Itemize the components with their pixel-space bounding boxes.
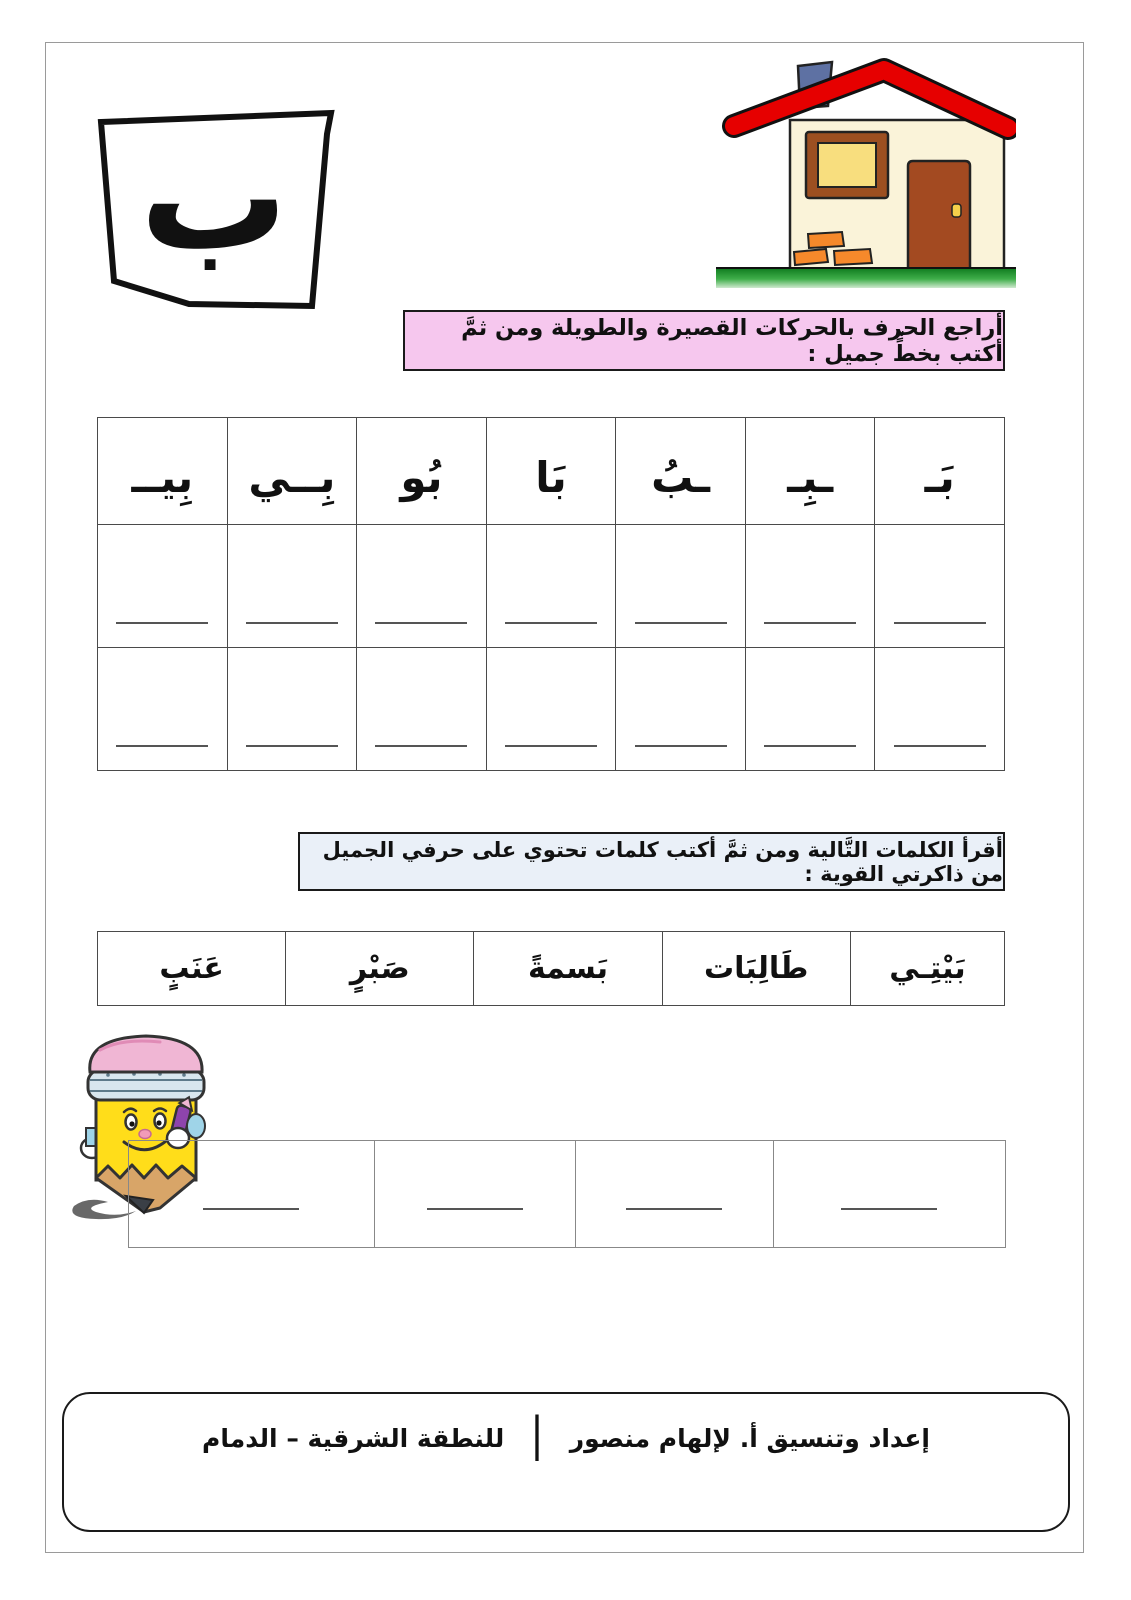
instruction-banner-2: [298, 832, 1005, 891]
writing-line: [116, 745, 208, 747]
pencil-ferrule: [88, 1070, 204, 1100]
letter-form-cell: [875, 418, 1005, 525]
footer-box: [62, 1392, 1070, 1532]
letter-form: بَا: [535, 453, 567, 502]
practice-cell: [486, 525, 616, 648]
answer-cell: [576, 1141, 773, 1248]
window: [806, 132, 888, 198]
word: بَيْتِـي: [889, 951, 966, 986]
instruction-text-1: أراجع الحرف بالحركات القصيرة والطويلة ومن ثمَّ أكتب بخطٍّ جميل :: [461, 314, 1003, 367]
writing-line: [626, 1208, 722, 1210]
writing-line: [635, 745, 727, 747]
instruction-banner-1: [403, 310, 1005, 371]
writing-line: [841, 1208, 937, 1210]
letter-form-cell: [357, 418, 487, 525]
writing-line: [203, 1208, 299, 1210]
pencil-eraser: [90, 1036, 202, 1072]
letter-forms-table: [97, 417, 1005, 771]
word-cell: [98, 932, 286, 1006]
letter-form-cell: [98, 418, 228, 525]
answer-boxes-table: [128, 1140, 1006, 1248]
practice-cell: [745, 525, 875, 648]
practice-cell: [227, 525, 357, 648]
footer-credit-line: [202, 1408, 930, 1462]
writing-line: [764, 745, 856, 747]
word: عَنَبٍ: [159, 951, 224, 986]
writing-line: [427, 1208, 523, 1210]
writing-line: [635, 622, 727, 624]
letter-form: بُو: [400, 453, 443, 502]
writing-line: [894, 622, 986, 624]
letter-forms-row: [98, 418, 1005, 525]
practice-cell: [486, 648, 616, 771]
writing-line: [505, 622, 597, 624]
practice-cell: [98, 648, 228, 771]
grass: [716, 268, 1016, 288]
letter-form: بِــي: [248, 453, 336, 502]
letter-form-cell: [745, 418, 875, 525]
words-row: [98, 932, 1005, 1006]
answer-cell: [773, 1141, 1005, 1248]
practice-cell: [616, 648, 746, 771]
letter-form-cell: [227, 418, 357, 525]
practice-cell: [616, 525, 746, 648]
letter-form: ـبِـ: [787, 453, 834, 502]
writing-line: [116, 622, 208, 624]
letter-form: بَـ: [924, 453, 955, 502]
practice-cell: [875, 648, 1005, 771]
word-cell: [474, 932, 662, 1006]
answer-row: [129, 1141, 1006, 1248]
practice-cell: [98, 525, 228, 648]
footer-region: للنطقة الشرقية – الدمام: [202, 1423, 505, 1453]
practice-cell: [745, 648, 875, 771]
word: صَبْرٍ: [349, 951, 410, 986]
letter-card: [88, 100, 340, 315]
writing-line: [894, 745, 986, 747]
house-illustration: [712, 48, 1016, 292]
word-cell: [850, 932, 1004, 1006]
writing-line: [375, 622, 467, 624]
writing-line: [764, 622, 856, 624]
writing-line: [246, 745, 338, 747]
word: طَالِبَات: [703, 951, 809, 986]
writing-line: [505, 745, 597, 747]
letter-form-cell: [486, 418, 616, 525]
footer-separator: |: [530, 1408, 544, 1462]
writing-line: [375, 745, 467, 747]
instruction-text-2: أقرأ الكلمات التَّالية ومن ثمَّ أكتب كلمات تحتوي على حرفي الجميل من ذاكرتي القوية :: [322, 837, 1003, 886]
practice-cell: [875, 525, 1005, 648]
answer-cell: [129, 1141, 375, 1248]
answer-cell: [374, 1141, 576, 1248]
letter-form: بِيــ: [131, 453, 194, 502]
footer-credit: إعداد وتنسيق أ. لإلهام منصور: [569, 1423, 930, 1453]
writing-line: [246, 622, 338, 624]
letter-baa: ب: [139, 111, 289, 283]
practice-cell: [357, 525, 487, 648]
letter-form: ـبُ: [651, 453, 710, 502]
word: بَسمةً: [527, 951, 609, 986]
pencil-shadow: [72, 1200, 136, 1219]
door: [908, 161, 970, 270]
practice-row-2: [98, 648, 1005, 771]
practice-cell: [227, 648, 357, 771]
practice-cell: [357, 648, 487, 771]
practice-row-1: [98, 525, 1005, 648]
letter-form-cell: [616, 418, 746, 525]
word-cell: [662, 932, 850, 1006]
word-cell: [286, 932, 474, 1006]
words-table: [97, 931, 1005, 1006]
